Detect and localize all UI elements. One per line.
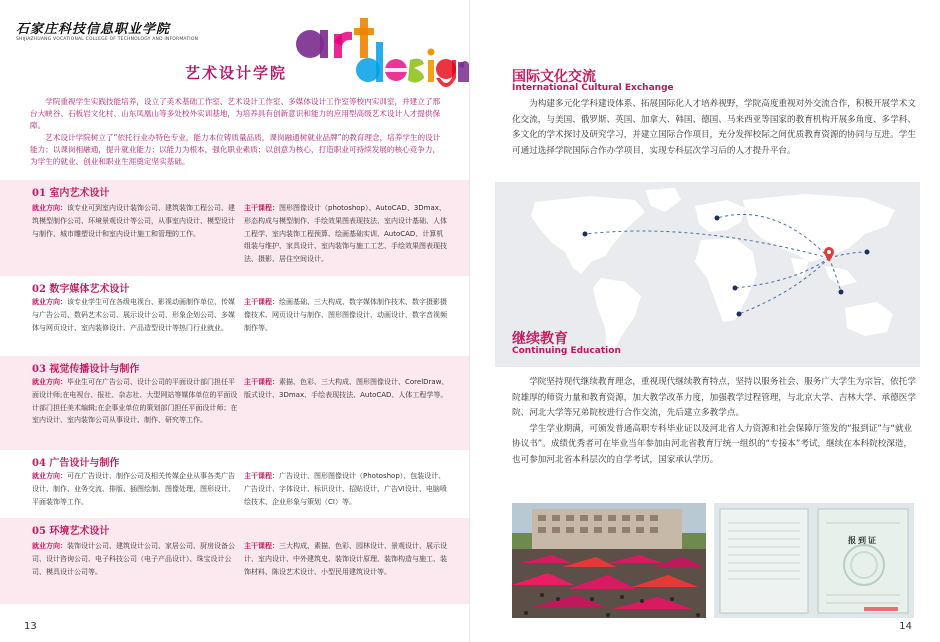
program-title: 04 广告设计与制作 — [32, 458, 120, 469]
page-number-right: 14 — [899, 621, 912, 632]
program-block-01 — [0, 180, 470, 276]
courses-label: 主干课程： — [244, 298, 279, 306]
employment-label: 就业方向： — [32, 204, 67, 212]
courses-text: 素描、色彩、三大构成、图形图像设计、CorelDraw、版式设计、3Dmax、手绘表现技法、AutoCAD、人体工程学等。 — [244, 378, 449, 399]
school-name-cn: 石家庄科技信息职业学院 — [16, 22, 171, 37]
certificate-graphic — [714, 503, 914, 618]
program-employment — [32, 202, 238, 240]
certificate-title: 报到证 — [848, 536, 878, 545]
employment-text: 可在广告设计、制作公司及相关传媒企业从事各类广告设计、制作、业务交流、排版、插图绘制、图像处理、图形设计、平面装饰等工作。 — [32, 472, 235, 506]
page-title: 艺术设计学院 — [185, 64, 288, 82]
program-courses — [244, 470, 450, 508]
program-courses — [244, 540, 450, 578]
program-courses — [244, 296, 450, 334]
intro-paragraph-2: 艺术设计学院树立了“依托行业办特色专业，能力本位铸质量品质，课岗融通树就业品牌”的教育理念，培养学生的设计能力；以课岗相融通，提升就业能力；以能力为根本，强化职业素质；以创意为核心，打造职业可持续发展的核心竞争力，为学生的就业、创业和职业生涯奠定坚实基础。 — [30, 133, 441, 166]
cont-title-cn: 继续教育 — [512, 331, 568, 347]
courses-text: 广告设计、图形图像设计（Photoshop）、包装设计、广告设计、字体设计、标识设计、招贴设计、广告VI设计、电脑喷绘技术、企业形象与策划（CI）等。 — [244, 472, 447, 506]
employment-text: 装饰设计公司、建筑设计公司、家居公司、厨房设备公司、设计咨询公司、电子科技公司（电子产品设计）、珠宝设计公司、模具设计公司等。 — [32, 542, 235, 576]
courses-text: 图形图像设计（photoshop）、AutoCAD、3Dmax、形态构成与模型制作、手绘效果图表现技法、室内设计基础、人体工程学、室内装饰工程预算、绘画基础实训、AutoCAD、计算机组装与维护、家具设计、室内装饰与施工工艺、手绘效果图表现技法、摄影、居住空间设计。 — [244, 204, 447, 264]
school-name-en: SHIJIAZHUANG VOCATIONAL COLLEGE OF TECHNOLOGY AND INFORMATION — [16, 37, 199, 42]
cont-text — [512, 375, 920, 469]
intro-paragraph-1: 学院重视学生实践技能培养，设立了美术基础工作室、艺术设计工作室、多媒体设计工作室等校内实训室，并建立了邢台大峡谷、石板岩文化村、山东凤凰山等多处校外实训基地，为培养具有创新意识和能力的应用型高级艺术设计人才提供保障。 — [30, 97, 441, 130]
intro-text — [30, 96, 444, 168]
employment-text: 毕业生可在广告公司、设计公司的平面设计部门担任平面设计师;在电视台、报社、杂志社、大型网站等媒体单位的平面设计部门担任美术编辑;在企事业单位的策划部门担任平面设计师；在室内设计、室内装饰公司从事设计、制作、研究等工作。 — [32, 378, 238, 425]
program-block-02 — [0, 276, 470, 356]
campus-fair-image — [512, 503, 706, 618]
courses-text: 绘画基础、三大构成、数字媒体制作技术、数字摄影摄像技术、网页设计与制作、图形图像设计、动画设计、数字音视频制作等。 — [244, 298, 447, 332]
program-title: 03 视觉传播设计与制作 — [32, 364, 140, 375]
page-number-left: 13 — [24, 621, 37, 632]
art-design-logo — [290, 6, 470, 96]
courses-label: 主干课程： — [244, 204, 279, 212]
campus-fair-photo — [512, 503, 706, 618]
courses-label: 主干课程： — [244, 378, 279, 386]
cont-paragraph-2: 学生学业期满，可颁发普通高职专科毕业证以及河北省人力资源和社会保障厅签发的“报到证”与“就业协议书”。成绩优秀者可在毕业当年参加由河北省教育厅统一组织的“专接本”考试，继续在本科院校深造，也可参加河北省本科层次的自学考试，国家承认学历。 — [512, 423, 913, 465]
employment-label: 就业方向： — [32, 472, 67, 480]
program-employment — [32, 376, 238, 427]
intl-title-en: International Cultural Exchange — [512, 83, 674, 93]
program-title: 05 环境艺术设计 — [32, 526, 110, 537]
program-title: 02 数字媒体艺术设计 — [32, 284, 130, 295]
intl-title-cn: 国际文化交流 — [512, 69, 596, 85]
program-block-03 — [0, 356, 470, 450]
program-employment — [32, 540, 238, 578]
cont-paragraph-1: 学院坚持现代继续教育理念，重视现代继续教育特点，坚持以服务社会、服务广大学生为宗旨，依托学院雄厚的师资力量和教育资源，加大教学改革力度，加强教学过程管理，与北京大学、吉林大学、承德医学院、河北大学等兄弟院校进行合作交流，先后建立多教学点。 — [512, 377, 916, 419]
employment-label: 就业方向： — [32, 542, 67, 550]
program-employment — [32, 296, 238, 334]
right-page — [470, 0, 940, 642]
program-block-04 — [0, 450, 470, 518]
courses-text: 三大构成、素描、色彩、园林设计、景观设计、展示设计、室内设计、中外建筑史、装饰设计原理、装饰构造与施工、装饰材料、陈设艺术设计、小型民用建筑设计等。 — [244, 542, 447, 576]
program-courses — [244, 376, 450, 402]
courses-label: 主干课程： — [244, 542, 279, 550]
program-block-05 — [0, 518, 470, 604]
courses-label: 主干课程： — [244, 472, 279, 480]
logo-art-text — [290, 6, 292, 7]
employment-text: 该专业学生可在各级电视台、影视动画制作单位、传媒与广告公司、数码艺术公司、展示设计公司、形象企划公司、多媒体与网页设计、室内装修设计、产品造型设计等热门行业就业。 — [32, 298, 235, 332]
program-title: 01 室内艺术设计 — [32, 188, 110, 199]
certificate-image — [714, 503, 914, 618]
employment-label: 就业方向： — [32, 378, 67, 386]
logo-design-text — [290, 8, 294, 9]
program-courses — [244, 202, 450, 266]
program-employment — [32, 470, 238, 508]
art-design-graphic — [290, 6, 470, 96]
intl-text: 为构建多元化学科建设体系、拓展国际化人才培养视野，学院高度重视对外交流合作，积极开展学术文化交流，与美国、俄罗斯、英国、加拿大、韩国、德国、马来西亚等国家的教育机构开展多角度、多学科、多文化的学术探讨及研究学习，并建立国际合作项目，充分发挥校际之间优质教育资源的协同与互进。学生可通过选择学院国际合作办学项目，实现专科层次学习后的人才提升平台。 — [512, 99, 916, 156]
cont-title-en: Continuing Education — [512, 346, 621, 356]
employment-label: 就业方向： — [32, 298, 67, 306]
employment-text: 该专业可到室内设计装饰公司、建筑装饰工程公司、建筑模型制作公司、环境景观设计等公司，从事室内设计、模型设计与制作、城市雕塑设计和室内设计施工和管理的工作。 — [32, 204, 235, 238]
